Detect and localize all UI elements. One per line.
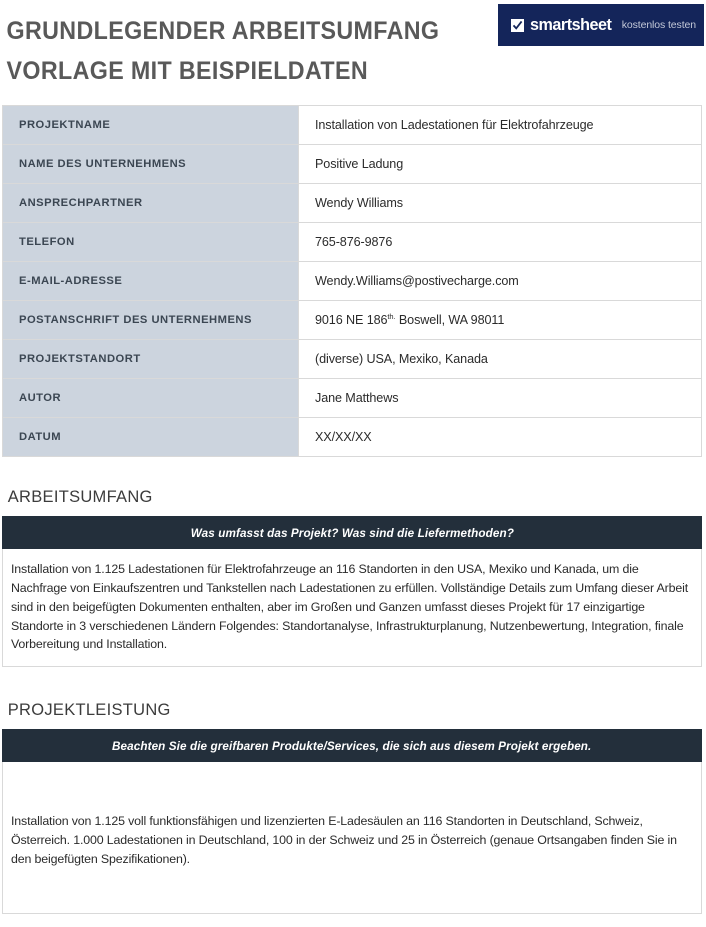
smartsheet-wordmark: smartsheet: [530, 15, 612, 34]
table-row: [3, 340, 702, 379]
scope-body-box[interactable]: [2, 549, 702, 667]
table-row: [3, 262, 702, 301]
field-label-unternehmensname: NAME DES UNTERNEHMENS: [3, 145, 299, 184]
table-row: [3, 379, 702, 418]
project-deliverable-section: [0, 700, 706, 914]
deliverable-banner: [2, 729, 702, 762]
address-street-number: 9016 NE 186: [315, 313, 388, 328]
field-value-projektstandort[interactable]: (diverse) USA, Mexiko, Kanada: [299, 340, 702, 379]
field-value-autor[interactable]: Jane Matthews: [299, 379, 702, 418]
scope-body-text: Installation von 1.125 Ladestationen für Elektrofahrzeuge an 116 Standorten in den USA, Mexiko und Kanada, um die Nachfrage von Einkaufszentren und Tankstellen nach Ladestationen zu erfüllen. Vollständige Details zum Umfang dieser Arbeit sind in den beigefügten Dokumenten enthalten, aber im Großen und Ganzen umfasst dieses Projekt für 17 einzigartige Standorte in 3 verschiedenen Ländern Folgendes: Standortanalyse, Infrastrukturplanung, Nutzenbewertung, Integration, finale Vorbereitung und Installation.: [11, 562, 688, 652]
page-title-line-1: GRUNDLEGENDER ARBEITSUMFANG: [6, 17, 440, 45]
field-label-email: E-MAIL-ADRESSE: [3, 262, 299, 301]
scope-of-work-section: [0, 487, 706, 667]
field-value-unternehmensname[interactable]: Positive Ladung: [299, 145, 702, 184]
project-info-table: [2, 105, 702, 457]
field-label-ansprechpartner: ANSPRECHPARTNER: [3, 184, 299, 223]
deliverable-body-box[interactable]: [2, 762, 702, 914]
table-row: [3, 418, 702, 457]
field-value-projektname[interactable]: Installation von Ladestationen für Elektrofahrzeuge: [299, 106, 702, 145]
scope-banner: [2, 516, 702, 549]
deliverable-banner-text: Beachten Sie die greifbaren Produkte/Services, die sich aus diesem Projekt ergeben.: [112, 738, 592, 753]
field-value-telefon[interactable]: 765-876-9876: [299, 223, 702, 262]
field-label-projektname: PROJEKTNAME: [3, 106, 299, 145]
section-heading-arbeitsumfang: ARBEITSUMFANG: [7, 487, 153, 506]
field-label-autor: AUTOR: [3, 379, 299, 418]
scope-banner-text: Was umfasst das Projekt? Was sind die Liefermethoden?: [190, 525, 514, 540]
field-label-postanschrift: POSTANSCHRIFT DES UNTERNEHMENS: [3, 301, 299, 340]
page-header: [0, 0, 706, 105]
address-ordinal-suffix: th.: [387, 312, 396, 322]
field-value-ansprechpartner[interactable]: Wendy Williams: [299, 184, 702, 223]
checkbox-checked-icon: [511, 19, 524, 32]
field-value-postanschrift[interactable]: [299, 301, 702, 340]
table-row: [3, 145, 702, 184]
page-title-line-2: VORLAGE MIT BEISPIELDATEN: [6, 56, 369, 85]
field-value-datum[interactable]: XX/XX/XX: [299, 418, 702, 457]
address-city-state-zip: Boswell, WA 98011: [395, 313, 505, 328]
field-value-email[interactable]: Wendy.Williams@postivecharge.com: [299, 262, 702, 301]
field-label-datum: DATUM: [3, 418, 299, 457]
smartsheet-brand-badge[interactable]: [498, 4, 704, 46]
table-row: [3, 301, 702, 340]
table-row: [3, 106, 702, 145]
table-row: [3, 223, 702, 262]
section-heading-projektleistung: PROJEKTLEISTUNG: [7, 700, 171, 720]
field-label-telefon: TELEFON: [3, 223, 299, 262]
field-label-projektstandort: PROJEKTSTANDORT: [3, 340, 299, 379]
free-trial-label: kostenlos testen: [621, 19, 696, 31]
deliverable-body-text: Installation von 1.125 voll funktionsfähigen und lizenzierten E-Ladesäulen an 116 Standorten in Deutschland, Schweiz, Österreich. 1.000 Ladestationen in Deutschland, 100 in der Schweiz und 25 in Österreich (genaue Ortsangaben finden Sie in den beigefügten Spezifikationen).: [11, 814, 677, 866]
table-row: [3, 184, 702, 223]
